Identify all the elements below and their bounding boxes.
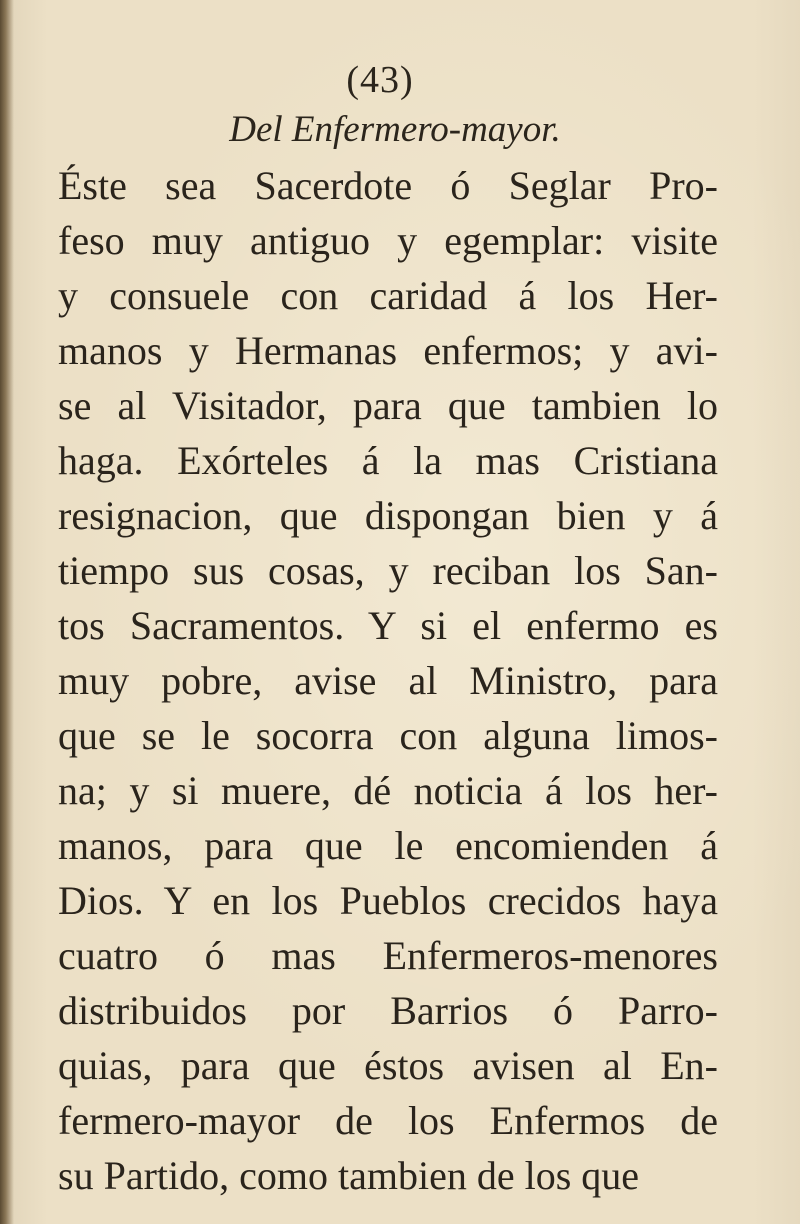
text-line: Éste sea Sacerdote ó Seglar Pro- — [58, 163, 718, 208]
text-line: distribuidos por Barrios ó Parro- — [58, 988, 718, 1033]
text-line: manos y Hermanas enfermos; y avi- — [58, 328, 718, 373]
text-line: resignacion, que dispongan bien y á — [58, 493, 718, 538]
text-line: tiempo sus cosas, y reciban los San- — [58, 548, 718, 593]
text-line: quias, para que éstos avisen al En- — [58, 1043, 718, 1088]
text-line: se al Visitador, para que tambien lo — [58, 383, 718, 428]
text-line: muy pobre, avise al Ministro, para — [58, 658, 718, 703]
text-line: Dios. Y en los Pueblos crecidos haya — [58, 878, 718, 923]
body-text — [58, 158, 718, 1203]
text-line: tos Sacramentos. Y si el enfermo es — [58, 603, 718, 648]
text-line: cuatro ó mas Enfermeros-menores — [58, 933, 718, 978]
text-line: feso muy antiguo y egemplar: visite — [58, 218, 718, 263]
text-line: na; y si muere, dé noticia á los her- — [58, 768, 718, 813]
text-line: y consuele con caridad á los Her- — [58, 273, 718, 318]
text-line: manos, para que le encomienden á — [58, 823, 718, 868]
text-line: fermero-mayor de los Enfermos de — [58, 1098, 718, 1143]
section-title: Del Enfermero-mayor. — [229, 109, 561, 150]
page-binding-edge — [0, 0, 14, 1224]
text-line: haga. Exórteles á la mas Cristiana — [58, 438, 718, 483]
text-line: su Partido, como tambien de los que — [58, 1153, 640, 1198]
page-number: (43) — [346, 59, 414, 101]
text-line: que se le socorra con alguna limos- — [58, 713, 718, 758]
